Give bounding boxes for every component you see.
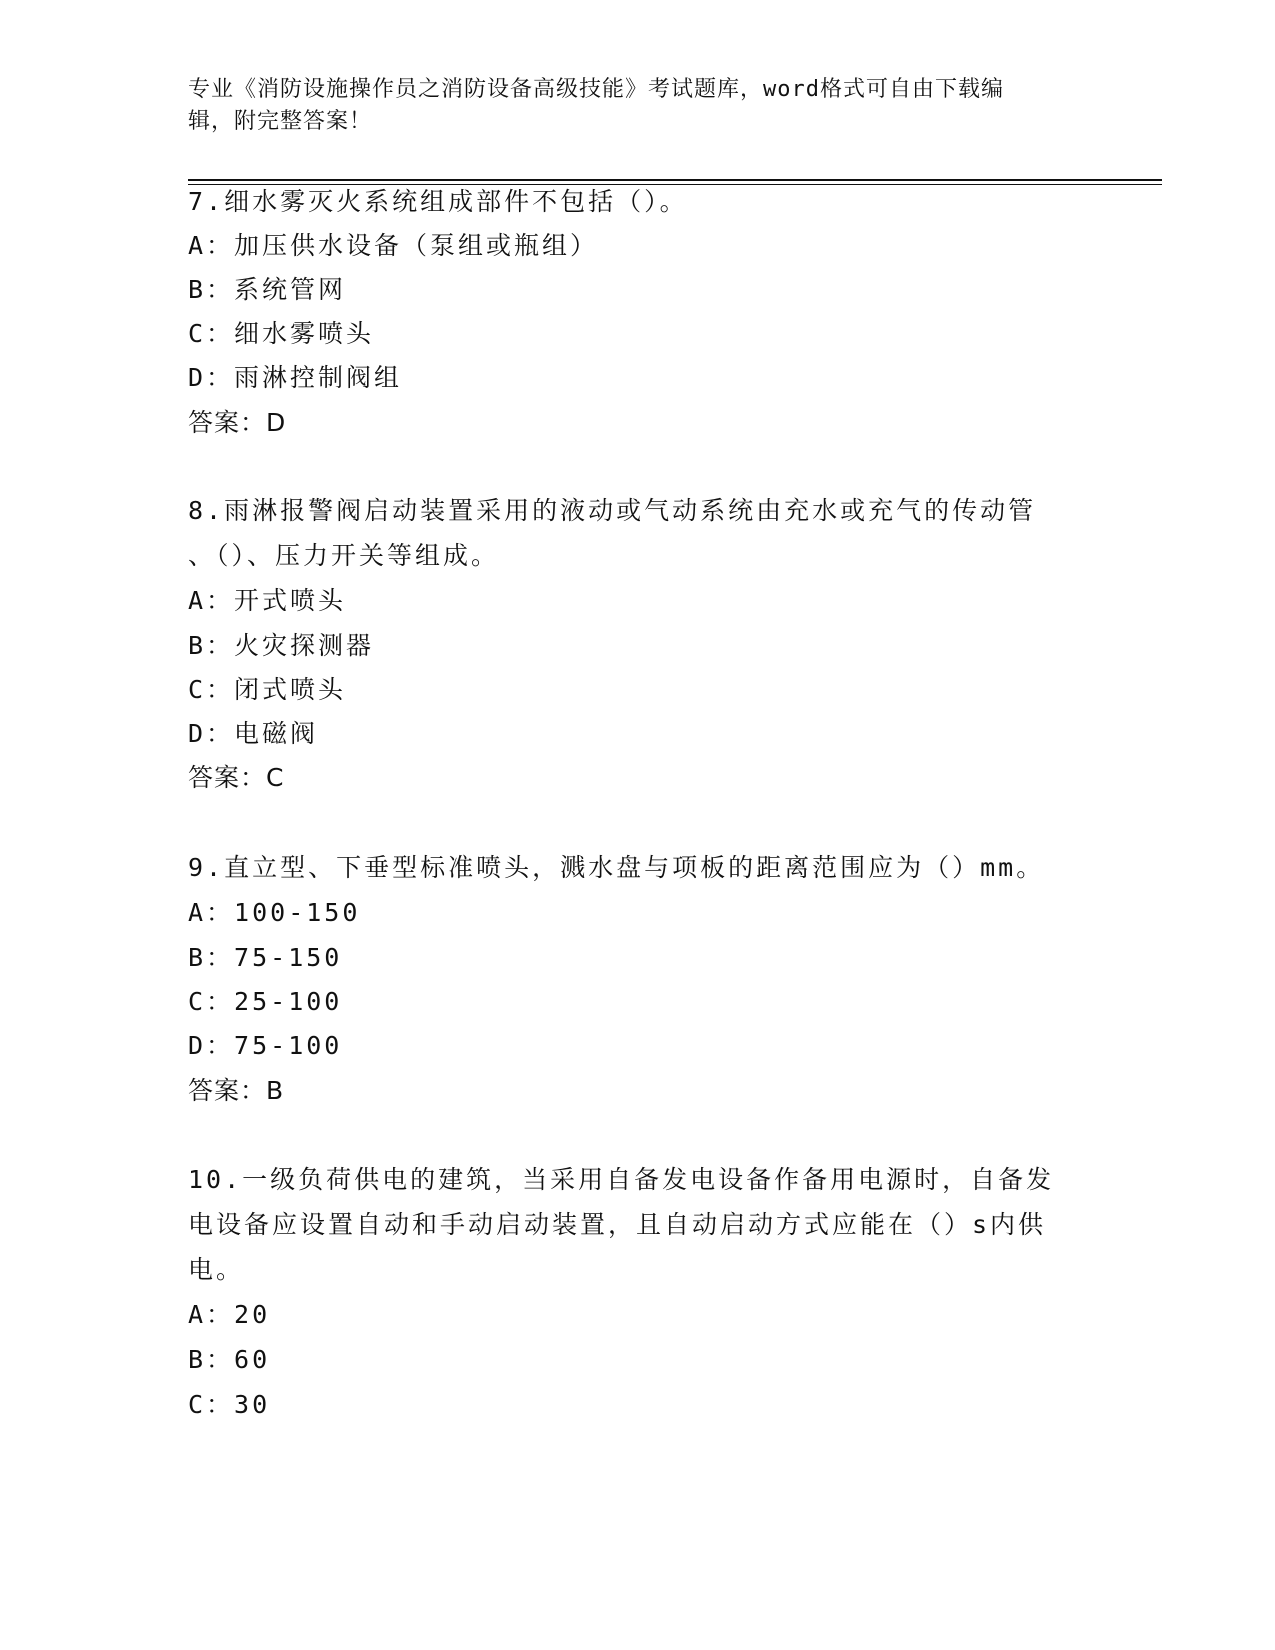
question-8-option-c: C：闭式喷头 [188, 675, 347, 704]
question-7-answer: 答案：D [188, 408, 287, 437]
question-7-option-b: B：系统管网 [188, 275, 347, 304]
question-9-option-c: C：25-100 [188, 987, 343, 1016]
question-7-option-d: D：雨淋控制阀组 [188, 363, 403, 392]
question-8-option-b: B：火灾探测器 [188, 631, 375, 660]
header-divider-thick [188, 179, 1162, 181]
question-10-stem-line-3: 电。 [188, 1255, 245, 1284]
question-9-stem: 9.直立型、下垂型标准喷头，溅水盘与项板的距离范围应为（）mm。 [188, 853, 1045, 882]
question-10-stem-line-1: 10.一级负荷供电的建筑，当采用自备发电设备作备用电源时，自备发 [188, 1165, 1055, 1194]
document-header [188, 74, 1088, 138]
question-9-option-a: A：100-150 [188, 898, 361, 927]
question-8-stem-line-2: 、（）、压力开关等组成。 [188, 541, 500, 570]
question-10-stem-line-2: 电设备应设置自动和手动启动装置，且自动启动方式应能在（）s内供 [188, 1210, 1047, 1239]
question-10-option-b: B：60 [188, 1345, 271, 1374]
question-7-option-c: C：细水雾喷头 [188, 319, 375, 348]
question-8-stem-line-1: 8.雨淋报警阀启动装置采用的液动或气动系统由充水或充气的传动管 [188, 496, 1037, 525]
question-8-option-a: A：开式喷头 [188, 586, 347, 615]
header-line-2: 辑，附完整答案！ [188, 109, 373, 134]
header-divider-thin [188, 184, 1162, 185]
question-10-option-a: A：20 [188, 1300, 271, 1329]
question-9-option-b: B：75-150 [188, 943, 343, 972]
question-8-answer: 答案：C [188, 763, 285, 792]
question-8-option-d: D：电磁阀 [188, 719, 319, 748]
question-9-option-d: D：75-100 [188, 1031, 343, 1060]
question-7-stem: 7.细水雾灭火系统组成部件不包括（）。 [188, 187, 688, 216]
question-7-option-a: A：加压供水设备（泵组或瓶组） [188, 231, 599, 260]
header-line-1: 专业《消防设施操作员之消防设备高级技能》考试题库，word格式可自由下载编 [188, 77, 1004, 102]
question-10-option-c: C：30 [188, 1390, 271, 1419]
question-9-answer: 答案：B [188, 1076, 285, 1105]
